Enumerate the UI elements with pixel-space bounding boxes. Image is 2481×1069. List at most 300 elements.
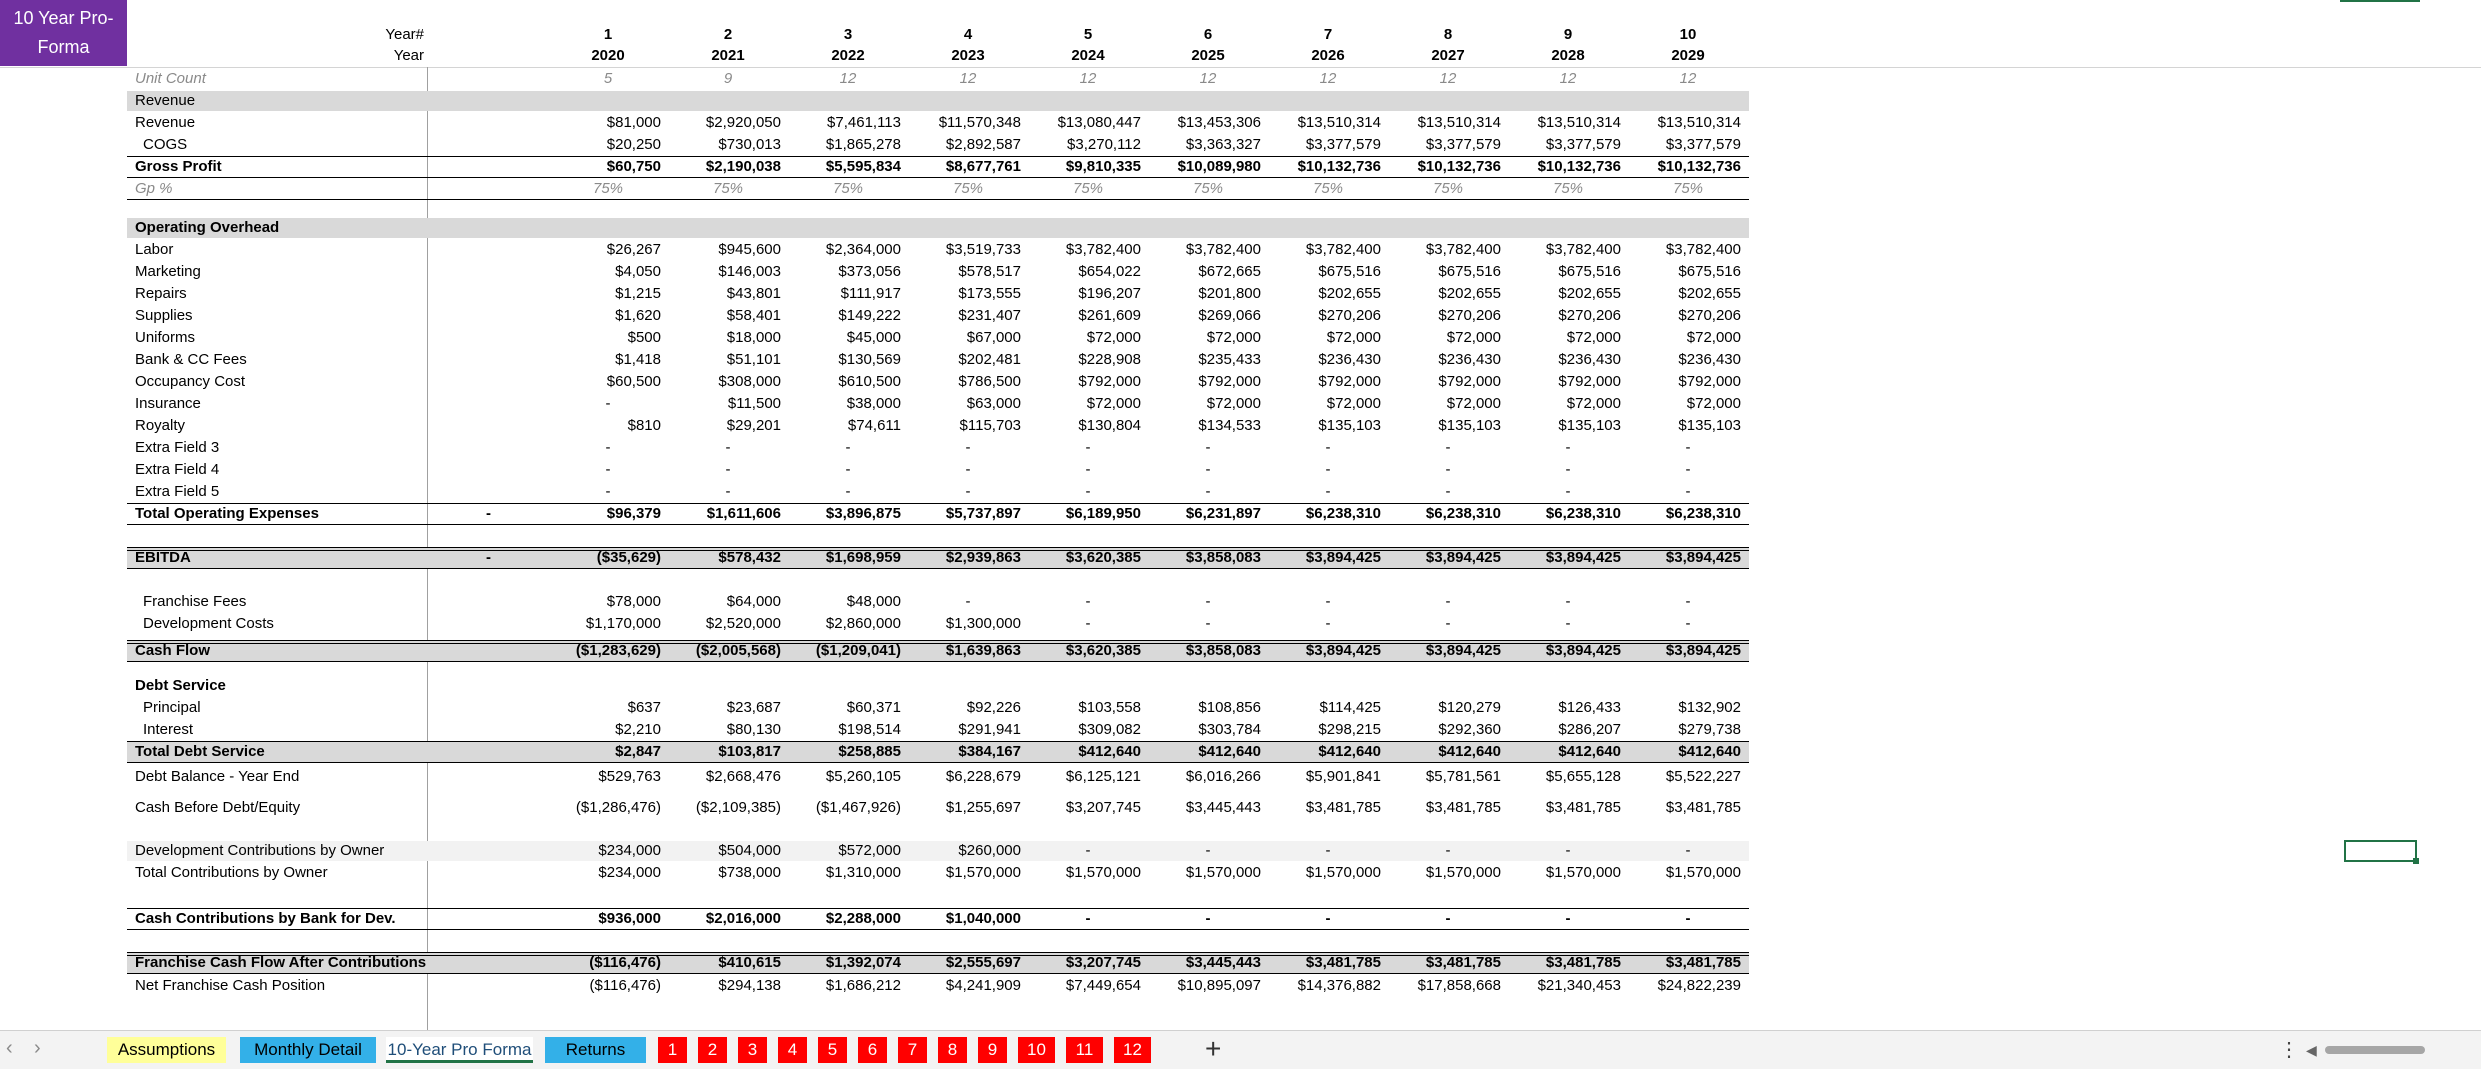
- sheet-tab[interactable]: 5: [818, 1037, 847, 1063]
- value-cell[interactable]: $260,000: [958, 842, 1021, 859]
- value-cell[interactable]: $103,817: [718, 743, 781, 760]
- value-cell[interactable]: -: [1565, 461, 1571, 478]
- value-cell[interactable]: $3,620,385: [1065, 642, 1141, 659]
- value-cell[interactable]: $18,000: [726, 329, 781, 346]
- value-cell[interactable]: -: [1565, 593, 1571, 610]
- value-cell[interactable]: -: [1685, 593, 1691, 610]
- value-cell[interactable]: $132,902: [1678, 699, 1741, 716]
- value-cell[interactable]: $270,206: [1438, 307, 1501, 324]
- value-cell[interactable]: ($1,209,041): [815, 642, 901, 659]
- value-cell[interactable]: -: [1685, 910, 1691, 927]
- value-cell[interactable]: $7,461,113: [827, 114, 901, 131]
- row-label[interactable]: Total Operating Expenses: [135, 505, 319, 522]
- value-cell[interactable]: $72,000: [1446, 329, 1501, 346]
- value-cell[interactable]: $810: [627, 417, 661, 434]
- value-cell[interactable]: -: [1685, 461, 1691, 478]
- value-cell[interactable]: $45,000: [846, 329, 901, 346]
- value-cell[interactable]: $3,481,785: [1305, 799, 1381, 816]
- value-cell[interactable]: 12: [1319, 70, 1337, 87]
- value-cell[interactable]: $120,279: [1438, 699, 1501, 716]
- sheet-tab[interactable]: 12: [1114, 1037, 1151, 1063]
- value-cell[interactable]: $51,101: [726, 351, 781, 368]
- value-cell[interactable]: -: [1445, 593, 1451, 610]
- value-cell[interactable]: $72,000: [1086, 395, 1141, 412]
- next-sheet-icon[interactable]: ›: [34, 1037, 41, 1059]
- row-label[interactable]: Cash Before Debt/Equity: [135, 799, 301, 816]
- value-cell[interactable]: -: [1085, 842, 1091, 859]
- value-cell[interactable]: $786,500: [958, 373, 1021, 390]
- value-cell[interactable]: $1,300,000: [945, 615, 1021, 632]
- value-cell[interactable]: $258,885: [838, 743, 901, 760]
- value-cell[interactable]: $1,570,000: [945, 864, 1021, 881]
- value-cell[interactable]: -: [1565, 439, 1571, 456]
- value-cell[interactable]: $10,132,736: [1537, 158, 1621, 175]
- value-cell[interactable]: $286,207: [1558, 721, 1621, 738]
- value-cell[interactable]: -: [1085, 439, 1091, 456]
- value-cell[interactable]: $10,132,736: [1657, 158, 1741, 175]
- value-cell[interactable]: $3,377,579: [1425, 136, 1501, 153]
- value-cell[interactable]: $13,510,314: [1417, 114, 1501, 131]
- value-cell[interactable]: $3,782,400: [1425, 241, 1501, 258]
- value-cell[interactable]: $3,207,745: [1065, 799, 1141, 816]
- value-cell[interactable]: $6,016,266: [1185, 768, 1261, 785]
- value-cell[interactable]: $173,555: [958, 285, 1021, 302]
- value-cell[interactable]: -: [1565, 910, 1571, 927]
- value-cell[interactable]: $792,000: [1678, 373, 1741, 390]
- value-cell[interactable]: $2,288,000: [825, 910, 901, 927]
- value-cell[interactable]: $72,000: [1686, 395, 1741, 412]
- value-cell[interactable]: -: [1325, 461, 1331, 478]
- value-cell[interactable]: $1,639,863: [945, 642, 1021, 659]
- value-cell[interactable]: $135,103: [1558, 417, 1621, 434]
- blank-cell-dash[interactable]: -: [486, 505, 491, 522]
- row-label[interactable]: Cash Flow: [135, 642, 211, 659]
- value-cell[interactable]: $103,558: [1078, 699, 1141, 716]
- value-cell[interactable]: $234,000: [598, 842, 661, 859]
- value-cell[interactable]: -: [965, 593, 971, 610]
- row-label[interactable]: Bank & CC Fees: [135, 351, 247, 368]
- value-cell[interactable]: $2,016,000: [705, 910, 781, 927]
- value-cell[interactable]: $72,000: [1326, 329, 1381, 346]
- value-cell[interactable]: $3,377,579: [1545, 136, 1621, 153]
- value-cell[interactable]: $279,738: [1678, 721, 1741, 738]
- value-cell[interactable]: -: [1685, 439, 1691, 456]
- sheet-tab[interactable]: 10: [1018, 1037, 1055, 1063]
- value-cell[interactable]: $11,570,348: [938, 114, 1021, 131]
- value-cell[interactable]: $10,089,980: [1177, 158, 1261, 175]
- value-cell[interactable]: $3,519,733: [945, 241, 1021, 258]
- value-cell[interactable]: $3,270,112: [1067, 136, 1141, 153]
- value-cell[interactable]: ($2,109,385): [695, 799, 781, 816]
- value-cell[interactable]: $2,860,000: [825, 615, 901, 632]
- prev-sheet-icon[interactable]: ‹: [6, 1037, 13, 1059]
- value-cell[interactable]: $202,655: [1678, 285, 1741, 302]
- value-cell[interactable]: $2,364,000: [825, 241, 901, 258]
- value-cell[interactable]: $72,000: [1086, 329, 1141, 346]
- value-cell[interactable]: $3,782,400: [1305, 241, 1381, 258]
- value-cell[interactable]: $13,453,306: [1177, 114, 1261, 131]
- value-cell[interactable]: $202,655: [1438, 285, 1501, 302]
- value-cell[interactable]: $529,763: [598, 768, 661, 785]
- value-cell[interactable]: $6,189,950: [1065, 505, 1141, 522]
- value-cell[interactable]: $730,013: [718, 136, 781, 153]
- value-cell[interactable]: $2,555,697: [945, 954, 1021, 971]
- value-cell[interactable]: -: [1205, 910, 1211, 927]
- value-cell[interactable]: $3,377,579: [1665, 136, 1741, 153]
- value-cell[interactable]: $792,000: [1198, 373, 1261, 390]
- value-cell[interactable]: ($1,283,629): [575, 642, 661, 659]
- value-cell[interactable]: $5,260,105: [825, 768, 901, 785]
- value-cell[interactable]: $1,255,697: [945, 799, 1021, 816]
- value-cell[interactable]: $80,130: [726, 721, 781, 738]
- value-cell[interactable]: $504,000: [718, 842, 781, 859]
- value-cell[interactable]: $3,782,400: [1665, 241, 1741, 258]
- value-cell[interactable]: $6,125,121: [1065, 768, 1141, 785]
- value-cell[interactable]: $198,514: [838, 721, 901, 738]
- value-cell[interactable]: $81,000: [606, 114, 661, 131]
- value-cell[interactable]: ($1,467,926): [815, 799, 901, 816]
- sheet-tab[interactable]: Returns: [545, 1037, 646, 1063]
- value-cell[interactable]: $308,000: [718, 373, 781, 390]
- value-cell[interactable]: $270,206: [1558, 307, 1621, 324]
- value-cell[interactable]: -: [1325, 615, 1331, 632]
- value-cell[interactable]: $3,894,425: [1545, 642, 1621, 659]
- value-cell[interactable]: -: [1565, 615, 1571, 632]
- value-cell[interactable]: $3,858,083: [1185, 549, 1261, 566]
- row-label[interactable]: Gross Profit: [135, 158, 222, 175]
- value-cell[interactable]: $60,371: [846, 699, 901, 716]
- value-cell[interactable]: $96,379: [606, 505, 661, 522]
- value-cell[interactable]: -: [1085, 615, 1091, 632]
- value-cell[interactable]: 5: [603, 70, 613, 87]
- value-cell[interactable]: $3,620,385: [1065, 549, 1141, 566]
- value-cell[interactable]: $1,040,000: [945, 910, 1021, 927]
- sheet-tab[interactable]: Assumptions: [107, 1037, 226, 1063]
- value-cell[interactable]: $384,167: [958, 743, 1021, 760]
- value-cell[interactable]: $236,430: [1558, 351, 1621, 368]
- value-cell[interactable]: 12: [1679, 70, 1697, 87]
- value-cell[interactable]: $3,377,579: [1305, 136, 1381, 153]
- row-label[interactable]: Development Contributions by Owner: [135, 842, 385, 859]
- value-cell[interactable]: $3,481,785: [1545, 954, 1621, 971]
- value-cell[interactable]: 75%: [592, 180, 624, 197]
- value-cell[interactable]: $5,522,227: [1665, 768, 1741, 785]
- value-cell[interactable]: $5,781,561: [1425, 768, 1501, 785]
- more-options-icon[interactable]: ⋮: [2279, 1039, 2299, 1061]
- value-cell[interactable]: -: [1325, 910, 1331, 927]
- value-cell[interactable]: $60,750: [606, 158, 661, 175]
- value-cell[interactable]: 12: [1439, 70, 1457, 87]
- value-cell[interactable]: $3,894,425: [1425, 642, 1501, 659]
- sheet-tab[interactable]: 2: [698, 1037, 727, 1063]
- value-cell[interactable]: -: [1205, 593, 1211, 610]
- value-cell[interactable]: $11,500: [727, 395, 781, 412]
- value-cell[interactable]: -: [1325, 593, 1331, 610]
- value-cell[interactable]: $72,000: [1206, 329, 1261, 346]
- sheet-tab[interactable]: 7: [898, 1037, 927, 1063]
- row-label[interactable]: COGS: [143, 136, 188, 153]
- value-cell[interactable]: $3,894,425: [1305, 642, 1381, 659]
- value-cell[interactable]: -: [1205, 842, 1211, 859]
- value-cell[interactable]: $412,640: [1438, 743, 1501, 760]
- value-cell[interactable]: $135,103: [1438, 417, 1501, 434]
- value-cell[interactable]: $3,894,425: [1425, 549, 1501, 566]
- row-label[interactable]: Operating Overhead: [135, 219, 280, 236]
- value-cell[interactable]: $3,363,327: [1185, 136, 1261, 153]
- value-cell[interactable]: ($35,629): [596, 549, 661, 566]
- row-label[interactable]: Cash Contributions by Bank for Dev.: [135, 910, 396, 927]
- sheet-tab[interactable]: Monthly Detail: [240, 1037, 376, 1063]
- sheet-tab[interactable]: 3: [738, 1037, 767, 1063]
- value-cell[interactable]: $500: [627, 329, 661, 346]
- value-cell[interactable]: $74,611: [847, 417, 901, 434]
- value-cell[interactable]: $228,908: [1078, 351, 1141, 368]
- value-cell[interactable]: $13,510,314: [1537, 114, 1621, 131]
- value-cell[interactable]: $63,000: [966, 395, 1021, 412]
- value-cell[interactable]: -: [1445, 842, 1451, 859]
- value-cell[interactable]: -: [725, 483, 731, 500]
- value-cell[interactable]: $654,022: [1078, 263, 1141, 280]
- value-cell[interactable]: $130,804: [1078, 417, 1141, 434]
- row-label[interactable]: Repairs: [135, 285, 187, 302]
- value-cell[interactable]: $72,000: [1566, 395, 1621, 412]
- active-cell[interactable]: [2344, 840, 2417, 862]
- value-cell[interactable]: $196,207: [1078, 285, 1141, 302]
- row-label[interactable]: Extra Field 5: [135, 483, 220, 500]
- value-cell[interactable]: $3,782,400: [1185, 241, 1261, 258]
- value-cell[interactable]: -: [725, 439, 731, 456]
- value-cell[interactable]: -: [1085, 483, 1091, 500]
- value-cell[interactable]: $637: [627, 699, 661, 716]
- value-cell[interactable]: $17,858,668: [1417, 977, 1501, 994]
- value-cell[interactable]: $412,640: [1558, 743, 1621, 760]
- value-cell[interactable]: $149,222: [838, 307, 901, 324]
- value-cell[interactable]: ($2,005,568): [695, 642, 781, 659]
- value-cell[interactable]: $261,609: [1078, 307, 1141, 324]
- value-cell[interactable]: -: [1445, 910, 1451, 927]
- row-label[interactable]: Extra Field 3: [135, 439, 220, 456]
- row-label[interactable]: Unit Count: [135, 70, 206, 87]
- value-cell[interactable]: $64,000: [726, 593, 781, 610]
- value-cell[interactable]: 75%: [832, 180, 864, 197]
- value-cell[interactable]: 75%: [1072, 180, 1104, 197]
- value-cell[interactable]: $4,050: [615, 263, 661, 280]
- value-cell[interactable]: $578,517: [958, 263, 1021, 280]
- value-cell[interactable]: ($116,476): [589, 954, 661, 971]
- row-label[interactable]: Debt Balance - Year End: [135, 768, 300, 785]
- value-cell[interactable]: -: [1685, 483, 1691, 500]
- sheet-tab[interactable]: 8: [938, 1037, 967, 1063]
- value-cell[interactable]: $10,132,736: [1417, 158, 1501, 175]
- value-cell[interactable]: $3,782,400: [1065, 241, 1141, 258]
- value-cell[interactable]: 12: [1079, 70, 1097, 87]
- sheet-tab[interactable]: 11: [1066, 1037, 1103, 1063]
- value-cell[interactable]: $236,430: [1318, 351, 1381, 368]
- value-cell[interactable]: $578,432: [718, 549, 781, 566]
- value-cell[interactable]: $3,896,875: [825, 505, 901, 522]
- row-label[interactable]: Revenue: [135, 114, 196, 131]
- value-cell[interactable]: $1,392,074: [825, 954, 901, 971]
- value-cell[interactable]: $201,800: [1198, 285, 1261, 302]
- value-cell[interactable]: $303,784: [1198, 721, 1261, 738]
- value-cell[interactable]: $3,894,425: [1665, 549, 1741, 566]
- value-cell[interactable]: $3,481,785: [1305, 954, 1381, 971]
- value-cell[interactable]: $2,920,050: [705, 114, 781, 131]
- row-label[interactable]: Supplies: [135, 307, 193, 324]
- value-cell[interactable]: $3,481,785: [1425, 954, 1501, 971]
- value-cell[interactable]: $1,215: [615, 285, 661, 302]
- value-cell[interactable]: $2,892,587: [945, 136, 1021, 153]
- value-cell[interactable]: $412,640: [1078, 743, 1141, 760]
- row-label[interactable]: Franchise Cash Flow After Contributions: [135, 954, 427, 971]
- row-label[interactable]: Marketing: [135, 263, 201, 280]
- value-cell[interactable]: $291,941: [958, 721, 1021, 738]
- value-cell[interactable]: -: [965, 461, 971, 478]
- value-cell[interactable]: $1,170,000: [585, 615, 661, 632]
- value-cell[interactable]: -: [1685, 842, 1691, 859]
- value-cell[interactable]: $1,570,000: [1185, 864, 1261, 881]
- value-cell[interactable]: $792,000: [1558, 373, 1621, 390]
- value-cell[interactable]: $675,516: [1438, 263, 1501, 280]
- row-label[interactable]: Royalty: [135, 417, 186, 434]
- value-cell[interactable]: $1,611,606: [706, 505, 781, 522]
- page-title[interactable]: 10 Year Pro-Forma: [0, 0, 127, 66]
- value-cell[interactable]: $92,226: [966, 699, 1021, 716]
- value-cell[interactable]: $67,000: [966, 329, 1021, 346]
- blank-cell-dash[interactable]: -: [486, 549, 491, 566]
- value-cell[interactable]: -: [1445, 461, 1451, 478]
- value-cell[interactable]: $1,310,000: [825, 864, 901, 881]
- fill-handle[interactable]: [2413, 858, 2419, 864]
- value-cell[interactable]: $202,655: [1558, 285, 1621, 302]
- value-cell[interactable]: $610,500: [838, 373, 901, 390]
- value-cell[interactable]: $5,595,834: [825, 158, 901, 175]
- value-cell[interactable]: $1,570,000: [1425, 864, 1501, 881]
- value-cell[interactable]: $269,066: [1198, 307, 1261, 324]
- value-cell[interactable]: -: [1445, 483, 1451, 500]
- sheet-tab[interactable]: 4: [778, 1037, 807, 1063]
- value-cell[interactable]: $43,801: [726, 285, 781, 302]
- value-cell[interactable]: -: [1565, 842, 1571, 859]
- value-cell[interactable]: -: [1085, 910, 1091, 927]
- value-cell[interactable]: $672,665: [1198, 263, 1261, 280]
- value-cell[interactable]: $234,000: [598, 864, 661, 881]
- value-cell[interactable]: $5,655,128: [1545, 768, 1621, 785]
- value-cell[interactable]: $792,000: [1318, 373, 1381, 390]
- value-cell[interactable]: $1,686,212: [825, 977, 901, 994]
- row-label[interactable]: Principal: [143, 699, 201, 716]
- value-cell[interactable]: $111,917: [840, 285, 901, 302]
- value-cell[interactable]: 9: [723, 70, 733, 87]
- value-cell[interactable]: $2,520,000: [705, 615, 781, 632]
- value-cell[interactable]: 12: [1199, 70, 1217, 87]
- value-cell[interactable]: $6,238,310: [1305, 505, 1381, 522]
- value-cell[interactable]: $2,668,476: [705, 768, 781, 785]
- value-cell[interactable]: -: [605, 483, 611, 500]
- value-cell[interactable]: $236,430: [1678, 351, 1741, 368]
- value-cell[interactable]: $72,000: [1326, 395, 1381, 412]
- value-cell[interactable]: -: [1445, 615, 1451, 632]
- value-cell[interactable]: -: [965, 483, 971, 500]
- row-label[interactable]: Gp %: [135, 180, 173, 197]
- value-cell[interactable]: -: [605, 439, 611, 456]
- value-cell[interactable]: $3,858,083: [1185, 642, 1261, 659]
- value-cell[interactable]: $3,207,745: [1065, 954, 1141, 971]
- value-cell[interactable]: $675,516: [1678, 263, 1741, 280]
- value-cell[interactable]: $6,238,310: [1545, 505, 1621, 522]
- value-cell[interactable]: $1,570,000: [1065, 864, 1141, 881]
- value-cell[interactable]: $2,210: [615, 721, 661, 738]
- value-cell[interactable]: $20,250: [606, 136, 661, 153]
- value-cell[interactable]: -: [1445, 439, 1451, 456]
- value-cell[interactable]: $134,533: [1198, 417, 1261, 434]
- value-cell[interactable]: $3,481,785: [1545, 799, 1621, 816]
- value-cell[interactable]: -: [1205, 615, 1211, 632]
- value-cell[interactable]: ($1,286,476): [575, 799, 661, 816]
- value-cell[interactable]: $235,433: [1198, 351, 1261, 368]
- value-cell[interactable]: -: [1325, 439, 1331, 456]
- value-cell[interactable]: $4,241,909: [945, 977, 1021, 994]
- value-cell[interactable]: $10,132,736: [1297, 158, 1381, 175]
- row-label[interactable]: Occupancy Cost: [135, 373, 246, 390]
- value-cell[interactable]: $270,206: [1318, 307, 1381, 324]
- value-cell[interactable]: $114,425: [1319, 699, 1381, 716]
- value-cell[interactable]: $792,000: [1078, 373, 1141, 390]
- value-cell[interactable]: -: [605, 395, 611, 412]
- value-cell[interactable]: $410,615: [718, 954, 781, 971]
- value-cell[interactable]: $1,570,000: [1305, 864, 1381, 881]
- value-cell[interactable]: $26,267: [606, 241, 661, 258]
- value-cell[interactable]: $3,481,785: [1425, 799, 1501, 816]
- value-cell[interactable]: -: [1325, 842, 1331, 859]
- value-cell[interactable]: $412,640: [1678, 743, 1741, 760]
- value-cell[interactable]: -: [965, 439, 971, 456]
- value-cell[interactable]: $309,082: [1078, 721, 1141, 738]
- value-cell[interactable]: -: [1085, 593, 1091, 610]
- value-cell[interactable]: $675,516: [1318, 263, 1381, 280]
- value-cell[interactable]: $1,620: [615, 307, 661, 324]
- value-cell[interactable]: $6,228,679: [945, 768, 1021, 785]
- value-cell[interactable]: $202,481: [958, 351, 1021, 368]
- value-cell[interactable]: 75%: [1192, 180, 1224, 197]
- value-cell[interactable]: $29,201: [726, 417, 781, 434]
- sheet-tab[interactable]: 1: [658, 1037, 687, 1063]
- value-cell[interactable]: $146,003: [718, 263, 781, 280]
- sheet-tab[interactable]: 10-Year Pro Forma: [386, 1037, 533, 1063]
- value-cell[interactable]: 75%: [1552, 180, 1584, 197]
- value-cell[interactable]: $13,510,314: [1657, 114, 1741, 131]
- value-cell[interactable]: 75%: [1312, 180, 1344, 197]
- value-cell[interactable]: 75%: [712, 180, 744, 197]
- value-cell[interactable]: 75%: [1672, 180, 1704, 197]
- value-cell[interactable]: $231,407: [958, 307, 1021, 324]
- horizontal-scrollbar[interactable]: [2325, 1046, 2425, 1054]
- value-cell[interactable]: $135,103: [1318, 417, 1381, 434]
- value-cell[interactable]: $9,810,335: [1065, 158, 1141, 175]
- value-cell[interactable]: 75%: [952, 180, 984, 197]
- value-cell[interactable]: -: [845, 483, 851, 500]
- value-cell[interactable]: $373,056: [838, 263, 901, 280]
- value-cell[interactable]: $572,000: [838, 842, 901, 859]
- value-cell[interactable]: 12: [839, 70, 857, 87]
- row-label[interactable]: Franchise Fees: [143, 593, 247, 610]
- sheet-tab[interactable]: 9: [978, 1037, 1007, 1063]
- add-sheet-icon[interactable]: +: [1205, 1033, 1222, 1064]
- sheet-tab[interactable]: 6: [858, 1037, 887, 1063]
- value-cell[interactable]: $126,433: [1558, 699, 1621, 716]
- value-cell[interactable]: $72,000: [1686, 329, 1741, 346]
- value-cell[interactable]: $60,500: [606, 373, 661, 390]
